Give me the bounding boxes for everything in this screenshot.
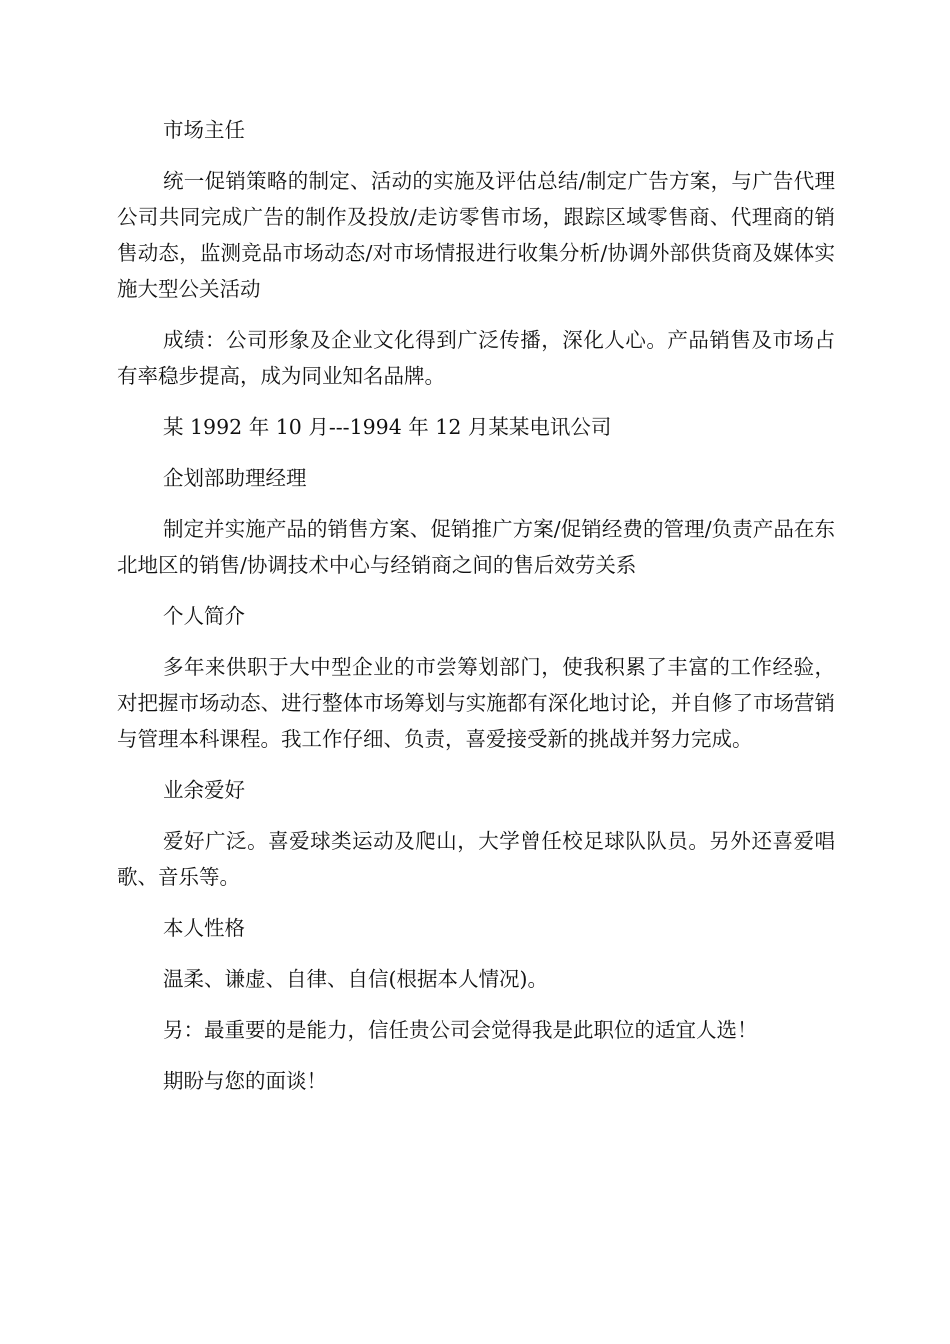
paragraph-hobbies: 爱好广泛。喜爱球类运动及爬山，大学曾任校足球队队员。另外还喜爱唱歌、音乐等。	[117, 829, 835, 889]
heading-hobbies: 业余爱好	[163, 778, 245, 802]
paragraph-personality: 温柔、谦虚、自律、自信(根据本人情况)。	[163, 967, 548, 991]
heading-market-director: 市场主任	[163, 118, 245, 142]
paragraph-assistant-duties: 制定并实施产品的销售方案、促销推广方案/促销经费的管理/负责产品在东北地区的销售/协调技术中心与经销商之间的售后效劳关系	[117, 517, 835, 577]
paragraph-profile: 多年来供职于大中型企业的市尝筹划部门，使我积累了丰富的工作经验，对把握市场动态、进行整体市场筹划与实施都有深化地讨论，并自修了市场营销与管理本科课程。我工作仔细、负责，喜爱接受新的挑战并努力完成。	[117, 655, 835, 751]
paragraph-employment-period: 某 1992 年 10 月---1994 年 12 月某某电讯公司	[163, 415, 612, 439]
paragraph-duties: 统一促销策略的制定、活动的实施及评估总结/制定广告方案，与广告代理公司共同完成广告的制作及投放/走访零售市场，跟踪区域零售商、代理商的销售动态，监测竞品市场动态/对市场情报进行收集分析/协调外部供货商及媒体实施大型公关活动	[117, 169, 835, 301]
heading-profile: 个人简介	[163, 604, 245, 628]
document-page	[117, 112, 835, 1114]
paragraph-closing-note: 另：最重要的是能力，信任贵公司会觉得我是此职位的适宜人选！	[163, 1018, 758, 1042]
paragraph-achievements: 成绩：公司形象及企业文化得到广泛传播，深化人心。产品销售及市场占有率稳步提高，成为同业知名品牌。	[117, 328, 835, 388]
heading-assistant-manager: 企划部助理经理	[163, 466, 307, 490]
paragraph-closing: 期盼与您的面谈！	[163, 1069, 327, 1093]
heading-personality: 本人性格	[163, 916, 245, 940]
